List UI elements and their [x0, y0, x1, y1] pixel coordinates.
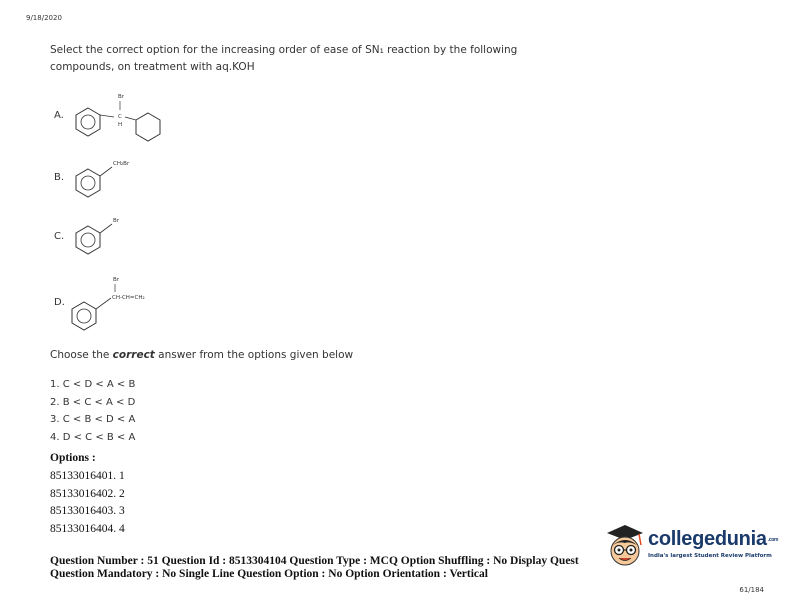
- structure-a-h: H: [118, 122, 123, 128]
- structure-c-diagram: [66, 212, 166, 262]
- structure-d-chain: CH-CH=CH₂: [112, 295, 145, 301]
- option-item: 85133016404. 4: [50, 522, 125, 535]
- metadata-line-2: Question Mandatory : No Single Line Question Option : No Option Orientation : Vertical: [50, 568, 488, 580]
- structure-a-diagram: [66, 88, 186, 148]
- structure-b-diagram: [66, 155, 166, 205]
- structure-d-diagram: [66, 272, 196, 332]
- structure-label-b: B.: [54, 172, 65, 183]
- logo-tagline: India's largest Student Review Platform: [648, 553, 772, 559]
- structure-a-br: Br: [118, 94, 125, 100]
- logo-wordmark: collegedunia.com: [648, 528, 779, 550]
- metadata-line-1: Question Number : 51 Question Id : 8513304104 Question Type : MCQ Option Shuffling : No Display Quest: [50, 555, 579, 567]
- option-item: 85133016403. 3: [50, 505, 125, 517]
- structure-label-c: C.: [54, 231, 65, 242]
- structure-c-br: Br: [113, 218, 120, 224]
- answer-list: [50, 376, 135, 446]
- structure-d-br: Br: [113, 277, 120, 283]
- structure-label-d: D.: [54, 297, 65, 308]
- structure-label-a: A.: [54, 110, 64, 121]
- answer-item: 3. C < B < D < A: [50, 414, 136, 425]
- structure-a-c: C: [118, 114, 122, 120]
- instruction-text: Choose the correct answer from the options given below: [50, 349, 354, 361]
- answer-item: 4. D < C < B < A: [50, 431, 136, 443]
- options-title: Options :: [50, 452, 96, 464]
- print-date: 9/18/2020: [26, 14, 62, 22]
- options-list: [50, 468, 125, 538]
- answer-item: 1. C < D < A < B: [50, 379, 136, 390]
- answer-item: 2. B < C < A < D: [50, 396, 136, 408]
- page-number: 61/184: [739, 586, 764, 594]
- question-metadata: [50, 555, 620, 581]
- instruction-emphasis: correct: [112, 349, 155, 361]
- structure-b-ch2br: CH₂Br: [113, 161, 130, 167]
- option-item: 85133016401. 1: [50, 470, 125, 482]
- option-item: 85133016402. 2: [50, 487, 125, 500]
- question-text: Select the correct option for the increasing order of ease of SN₁ reaction by the following compounds, on treatment with aq.KOH: [50, 44, 518, 73]
